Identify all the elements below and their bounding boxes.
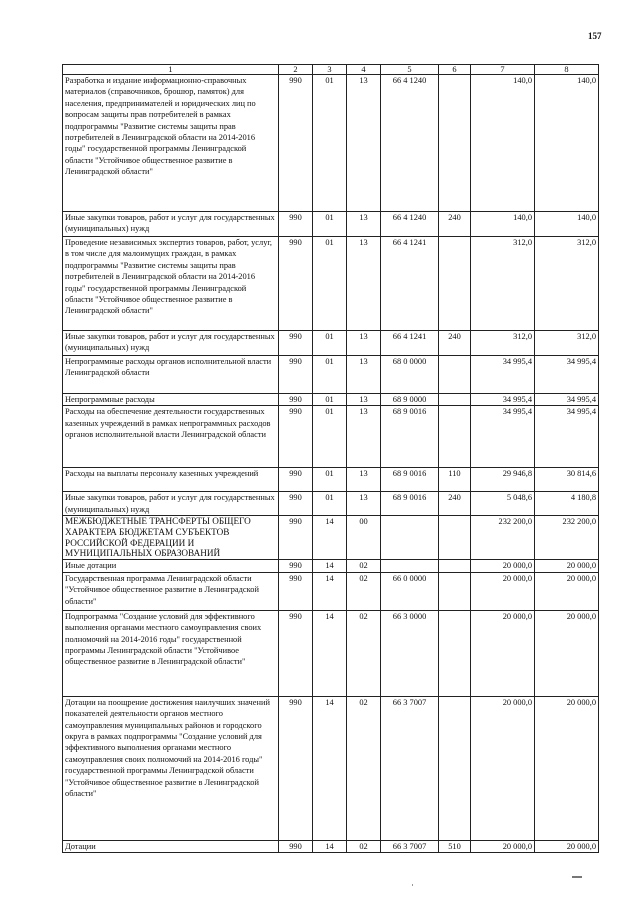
code-target: 68 9 0016 <box>381 468 439 492</box>
code-target <box>381 516 439 560</box>
code-section: 01 <box>313 406 347 468</box>
column-header: 3 <box>313 65 347 75</box>
amount-col7: 20 000,0 <box>471 572 535 610</box>
code-target: 66 4 1240 <box>381 212 439 237</box>
table-row <box>63 560 599 572</box>
amount-col8: 20 000,0 <box>535 610 599 696</box>
row-name: Иные закупки товаров, работ и услуг для государственных (муниципальных) нужд <box>63 492 279 516</box>
row-name: Государственная программа Ленинградской области "Устойчивое общественное развитие в Ленинградской области" <box>63 572 279 610</box>
column-header: 1 <box>63 65 279 75</box>
code-subsection: 00 <box>347 516 381 560</box>
amount-col8: 20 000,0 <box>535 572 599 610</box>
column-header: 4 <box>347 65 381 75</box>
code-target: 66 3 7007 <box>381 840 439 852</box>
amount-col8: 20 000,0 <box>535 560 599 572</box>
amount-col7: 140,0 <box>471 212 535 237</box>
amount-col7: 140,0 <box>471 75 535 212</box>
code-subsection: 13 <box>347 331 381 356</box>
row-name: Расходы на выплаты персоналу казенных учреждений <box>63 468 279 492</box>
code-target: 66 4 1241 <box>381 237 439 331</box>
code-section: 01 <box>313 394 347 406</box>
amount-col7: 312,0 <box>471 237 535 331</box>
code-subsection: 02 <box>347 696 381 840</box>
code-target: 66 3 0000 <box>381 610 439 696</box>
amount-col7: 20 000,0 <box>471 840 535 852</box>
column-header: 8 <box>535 65 599 75</box>
code-expense-type: 240 <box>439 212 471 237</box>
code-expense-type <box>439 356 471 394</box>
code-target <box>381 560 439 572</box>
code-admin: 990 <box>279 516 313 560</box>
code-section: 14 <box>313 572 347 610</box>
code-target: 68 0 0000 <box>381 356 439 394</box>
code-expense-type <box>439 572 471 610</box>
code-expense-type: 510 <box>439 840 471 852</box>
code-admin: 990 <box>279 468 313 492</box>
code-subsection: 02 <box>347 840 381 852</box>
scan-artifact <box>412 884 413 886</box>
code-section: 01 <box>313 75 347 212</box>
amount-col7: 34 995,4 <box>471 394 535 406</box>
row-name: Расходы на обеспечение деятельности государственных казенных учреждений в рамках непрограммных расходов органов исполнительной власти Ленинградской области <box>63 406 279 468</box>
amount-col8: 140,0 <box>535 75 599 212</box>
code-section: 14 <box>313 696 347 840</box>
row-name: Иные дотации <box>63 560 279 572</box>
code-expense-type <box>439 394 471 406</box>
table-row <box>63 212 599 237</box>
table-row <box>63 492 599 516</box>
code-expense-type: 240 <box>439 331 471 356</box>
amount-col8: 34 995,4 <box>535 406 599 468</box>
code-admin: 990 <box>279 610 313 696</box>
row-name: Иные закупки товаров, работ и услуг для государственных (муниципальных) нужд <box>63 212 279 237</box>
row-name: МЕЖБЮДЖЕТНЫЕ ТРАНСФЕРТЫ ОБЩЕГО ХАРАКТЕРА БЮДЖЕТАМ СУБЪЕКТОВ РОССИЙСКОЙ ФЕДЕРАЦИИ И МУНИЦИПАЛЬНЫХ ОБРАЗОВАНИЙ <box>63 516 279 560</box>
amount-col8: 30 814,6 <box>535 468 599 492</box>
row-name: Дотации <box>63 840 279 852</box>
code-admin: 990 <box>279 492 313 516</box>
code-section: 01 <box>313 212 347 237</box>
amount-col8: 20 000,0 <box>535 696 599 840</box>
code-target: 66 4 1241 <box>381 331 439 356</box>
row-name: Иные закупки товаров, работ и услуг для государственных (муниципальных) нужд <box>63 331 279 356</box>
code-expense-type: 110 <box>439 468 471 492</box>
code-admin: 990 <box>279 560 313 572</box>
amount-col7: 34 995,4 <box>471 356 535 394</box>
code-subsection: 13 <box>347 468 381 492</box>
code-section: 14 <box>313 840 347 852</box>
column-header: 2 <box>279 65 313 75</box>
table-row <box>63 394 599 406</box>
amount-col7: 232 200,0 <box>471 516 535 560</box>
code-section: 14 <box>313 560 347 572</box>
code-target: 68 9 0000 <box>381 394 439 406</box>
amount-col7: 20 000,0 <box>471 560 535 572</box>
amount-col7: 5 048,6 <box>471 492 535 516</box>
code-admin: 990 <box>279 212 313 237</box>
amount-col8: 312,0 <box>535 331 599 356</box>
code-subsection: 13 <box>347 356 381 394</box>
column-header: 6 <box>439 65 471 75</box>
code-admin: 990 <box>279 356 313 394</box>
code-target: 68 9 0016 <box>381 406 439 468</box>
row-name: Непрограммные расходы <box>63 394 279 406</box>
code-section: 01 <box>313 468 347 492</box>
code-section: 14 <box>313 516 347 560</box>
table-row <box>63 572 599 610</box>
code-section: 01 <box>313 237 347 331</box>
code-expense-type <box>439 406 471 468</box>
code-section: 01 <box>313 356 347 394</box>
code-subsection: 13 <box>347 75 381 212</box>
amount-col7: 312,0 <box>471 331 535 356</box>
amount-col8: 232 200,0 <box>535 516 599 560</box>
code-subsection: 13 <box>347 394 381 406</box>
row-name: Дотации на поощрение достижения наилучших значений показателей деятельности органов местного самоуправления муниципальных районов и городского округа в рамках подпрограммы "Создание условий для эффективного выполнения органами местного самоуправления своих полномочий на 2014-2016 годы" государственной программы Ленинградской области "Устойчивое общественное развитие в Ленинградской области" <box>63 696 279 840</box>
row-name: Проведение независимых экспертиз товаров, работ, услуг, в том числе для малоимущих граждан, в рамках подпрограммы "Развитие системы защиты прав потребителей в Ленинградской области на 2014-2016 годы" государственной программы Ленинградской области "Устойчивое общественное развитие в Ленинградской области" <box>63 237 279 331</box>
code-expense-type <box>439 75 471 212</box>
code-subsection: 13 <box>347 212 381 237</box>
code-expense-type <box>439 237 471 331</box>
table-row <box>63 356 599 394</box>
row-name: Непрограммные расходы органов исполнительной власти Ленинградской области <box>63 356 279 394</box>
code-subsection: 13 <box>347 237 381 331</box>
code-admin: 990 <box>279 331 313 356</box>
amount-col7: 20 000,0 <box>471 610 535 696</box>
table-row <box>63 516 599 560</box>
code-section: 14 <box>313 610 347 696</box>
code-admin: 990 <box>279 840 313 852</box>
code-admin: 990 <box>279 75 313 212</box>
row-name: Подпрограмма "Создание условий для эффективного выполнения органами местного самоуправления своих полномочий на 2014-2016 годы" государственной программы Ленинградской области "Устойчивое общественное развитие в Ленинградской области" <box>63 610 279 696</box>
code-subsection: 02 <box>347 572 381 610</box>
code-admin: 990 <box>279 572 313 610</box>
code-expense-type <box>439 516 471 560</box>
header-row <box>63 65 599 75</box>
code-admin: 990 <box>279 696 313 840</box>
amount-col8: 140,0 <box>535 212 599 237</box>
code-admin: 990 <box>279 406 313 468</box>
code-subsection: 13 <box>347 406 381 468</box>
column-header: 7 <box>471 65 535 75</box>
amount-col8: 20 000,0 <box>535 840 599 852</box>
table-row <box>63 840 599 852</box>
amount-col8: 34 995,4 <box>535 394 599 406</box>
code-target: 66 3 7007 <box>381 696 439 840</box>
code-expense-type <box>439 610 471 696</box>
table-row <box>63 696 599 840</box>
amount-col8: 34 995,4 <box>535 356 599 394</box>
code-subsection: 13 <box>347 492 381 516</box>
code-target: 66 4 1240 <box>381 75 439 212</box>
code-subsection: 02 <box>347 610 381 696</box>
column-header: 5 <box>381 65 439 75</box>
row-name: Разработка и издание информационно-справочных материалов (справочников, брошюр, памяток) для населения, предпринимателей и юридических лиц по вопросам защиты прав потребителей в рамках подпрограммы "Развитие системы защиты прав потребителей в Ленинградской области на 2014-2016 годы" государственной программы Ленинградской области "Устойчивое общественное развитие в Ленинградской области" <box>63 75 279 212</box>
amount-col7: 29 946,8 <box>471 468 535 492</box>
code-expense-type <box>439 560 471 572</box>
code-admin: 990 <box>279 237 313 331</box>
amount-col7: 20 000,0 <box>471 696 535 840</box>
scan-artifact <box>572 876 582 878</box>
code-admin: 990 <box>279 394 313 406</box>
code-subsection: 02 <box>347 560 381 572</box>
table-row <box>63 406 599 468</box>
page-number: 157 <box>588 31 602 41</box>
budget-table <box>62 64 599 853</box>
table-row <box>63 331 599 356</box>
code-section: 01 <box>313 331 347 356</box>
table-row <box>63 75 599 212</box>
table-row <box>63 610 599 696</box>
amount-col8: 4 180,8 <box>535 492 599 516</box>
code-section: 01 <box>313 492 347 516</box>
code-target: 68 9 0016 <box>381 492 439 516</box>
code-expense-type: 240 <box>439 492 471 516</box>
code-expense-type <box>439 696 471 840</box>
amount-col7: 34 995,4 <box>471 406 535 468</box>
table-row <box>63 468 599 492</box>
table-row <box>63 237 599 331</box>
amount-col8: 312,0 <box>535 237 599 331</box>
code-target: 66 0 0000 <box>381 572 439 610</box>
